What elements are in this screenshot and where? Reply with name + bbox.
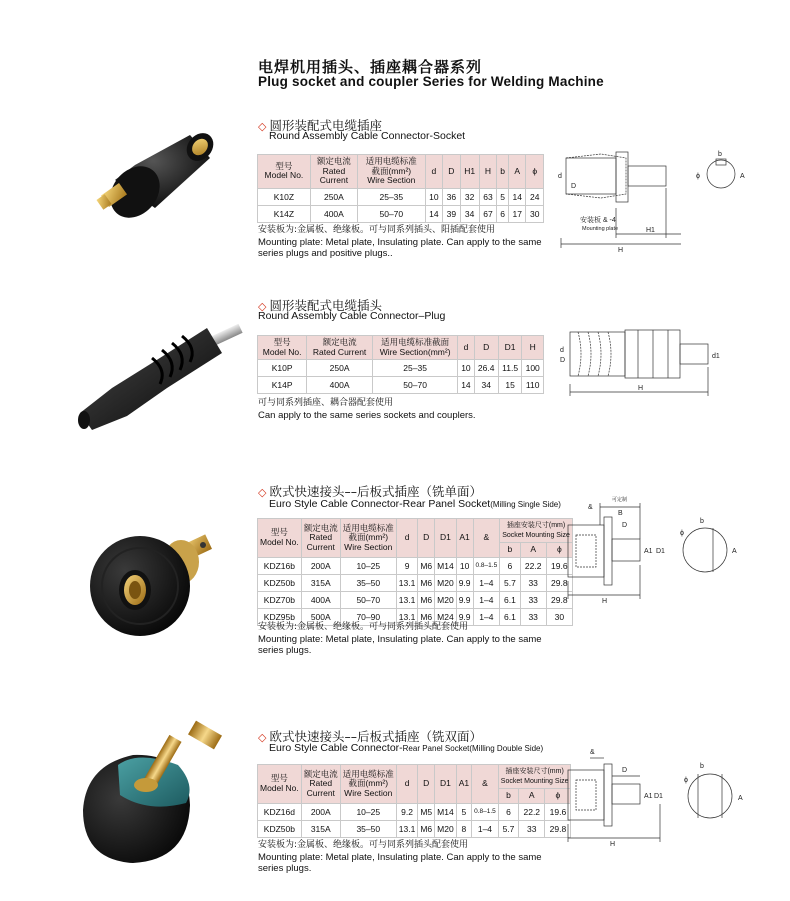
- dim-label: d1: [712, 353, 720, 360]
- col-D: D: [418, 765, 435, 804]
- table-row: K14Z 400A 50–70 14 39 34 67 6 17 30: [258, 205, 544, 222]
- col-mount: 插座安装尺寸(mm) Socket Mounting Size: [500, 519, 573, 543]
- col-current: 额定电流 Rated Current: [301, 519, 340, 558]
- page-title-en: Plug socket and coupler Series for Welding Machine: [258, 74, 604, 89]
- product-photo-euro-socket-double: [78, 725, 228, 870]
- col-model: 型号 Model No.: [258, 155, 311, 189]
- col-b: b: [497, 155, 509, 189]
- col-amp: &: [472, 765, 499, 804]
- table-row: KDZ50b 315A 35–50 13.1 M6 M20 8 1–4 5.7 33 29.8: [258, 820, 571, 837]
- col-phi: ϕ: [545, 789, 571, 804]
- col-model: 型号 Model No.: [258, 765, 302, 804]
- col-d: d: [396, 765, 418, 804]
- col-current: 额定电流 Rated Current: [310, 155, 357, 189]
- section-4-dimension-diagram: [560, 748, 760, 848]
- product-photo-euro-socket-single: [85, 518, 235, 648]
- dim-label: A1: [644, 793, 653, 800]
- table-row: KDZ50b 315A 35–50 13.1 M6 M20 9.9 1–4 5.7 33 29.8: [258, 574, 573, 591]
- product-photo-plug: [72, 318, 247, 433]
- col-model: 型号 Model No.: [258, 519, 302, 558]
- col-d: d: [396, 519, 418, 558]
- col-A: A: [508, 155, 525, 189]
- dim-label: A: [738, 795, 743, 802]
- section-2-title-en: Round Assembly Cable Connector–Plug: [258, 310, 446, 322]
- col-D: D: [443, 155, 460, 189]
- section-2-note: 可与同系列插座、耦合器配套使用 Can apply to the same series sockets and couplers.: [258, 398, 476, 421]
- col-D1: D1: [498, 336, 522, 360]
- dim-label: H1: [646, 227, 655, 234]
- dim-label: d: [558, 173, 562, 180]
- section-3-dimension-diagram: [560, 495, 760, 610]
- dim-label: D1: [654, 793, 663, 800]
- section-4-note: 安装板为:金属板、绝缘板。可与同系列插头配套使用 Mounting plate: Metal plate, Insulating plate. Can apply to the same series plugs.: [258, 840, 542, 874]
- dim-label: D: [622, 767, 628, 774]
- section-4-spec-table: [257, 764, 571, 838]
- col-wire: 适用电缆标准截面 Wire Section(mm²): [372, 336, 457, 360]
- section-2-dimension-diagram: [558, 322, 733, 402]
- table-row: KDZ95b 500A 70–90 13.1 M6 M24 9.9 1–4 6.1 33 30: [258, 608, 573, 625]
- section-4-title-en: Euro Style Cable Connector-Rear Panel Socket(Milling Double Side): [269, 742, 544, 754]
- dim-label: 安装板 & -4: [580, 217, 616, 224]
- col-wire: 适用电缆标准 截面(mm²) Wire Section: [357, 155, 425, 189]
- col-A: A: [519, 789, 545, 804]
- section-3-note: 安装板为:金属板、绝缘板。可与同系列插头配套使用 Mounting plate: Metal plate, Insulating plate. Can apply to the same series plugs.: [258, 622, 542, 656]
- col-D: D: [474, 336, 498, 360]
- dim-label: D: [571, 183, 577, 190]
- dim-label: D: [560, 357, 566, 364]
- col-amp: &: [473, 519, 500, 558]
- dim-label: &: [590, 749, 595, 756]
- col-phi: ϕ: [546, 543, 572, 558]
- table-row: K10P 250A 25–35 10 26.4 11.5 100: [258, 360, 544, 377]
- table-row: KDZ16b 200A 10–25 9 M6 M14 10 0.8–1.5 6 22.2 19.6: [258, 557, 573, 574]
- dim-label: H: [618, 247, 624, 254]
- section-1-note: 安装板为:金属板、绝缘板。可与同系列插头、阳插配套使用 Mounting plate: Metal plate, Insulating plate. Can apply to the same series plugs and positive plugs..: [258, 225, 542, 259]
- dim-label: ϕ: [684, 777, 688, 784]
- dim-label: Mounting plate: [582, 226, 619, 232]
- dim-label: d: [560, 347, 564, 354]
- section-2-title-zh: ◇ 圆形装配式电缆插头: [258, 298, 382, 313]
- dim-label: H: [638, 385, 644, 392]
- dim-label: 可定制: [612, 497, 628, 503]
- col-b: b: [500, 543, 520, 558]
- dim-label: B: [618, 510, 623, 517]
- col-mount: 插座安装尺寸(mm) Socket Mounting Size: [498, 765, 571, 789]
- col-D: D: [418, 519, 435, 558]
- section-1-spec-table: [257, 154, 544, 223]
- section-3-spec-table: [257, 518, 573, 626]
- dim-label: ϕ: [696, 173, 700, 180]
- table-row: K14P 400A 50–70 14 34 15 110: [258, 377, 544, 394]
- col-d: d: [458, 336, 474, 360]
- col-A1: A1: [456, 765, 471, 804]
- section-4-title-zh: ◇ 欧式快速接头––后板式插座（铣双面）: [258, 729, 482, 744]
- table-row: K10Z 250A 25–35 10 36 32 63 5 14 24: [258, 188, 544, 205]
- table-row: KDZ16d 200A 10–25 9.2 M5 M14 5 0.8–1.5 6 22.2 19.6: [258, 803, 571, 820]
- section-3-title-en: Euro Style Cable Connector-Rear Panel Socket(Milling Single Side): [269, 498, 561, 510]
- dim-label: ϕ: [680, 530, 684, 537]
- section-3-title-zh: ◇ 欧式快速接头––后板式插座（铣单面）: [258, 484, 482, 499]
- dim-label: H: [610, 841, 616, 848]
- col-H1: H1: [460, 155, 479, 189]
- dim-label: A: [732, 548, 737, 555]
- dim-label: A: [740, 173, 745, 180]
- col-D1: D1: [435, 765, 457, 804]
- col-current: 额定电流 Rated Current: [301, 765, 340, 804]
- col-wire: 适用电缆标准 截面(mm²) Wire Section: [340, 519, 396, 558]
- col-A1: A1: [456, 519, 473, 558]
- page-title-zh: 电焊机用插头、插座耦合器系列: [258, 58, 483, 76]
- dim-label: H: [602, 598, 608, 605]
- col-D1: D1: [435, 519, 457, 558]
- dim-label: A1: [644, 548, 653, 555]
- dim-label: D1: [656, 548, 665, 555]
- dim-label: &: [588, 504, 593, 511]
- col-current: 额定电流 Rated Current: [307, 336, 373, 360]
- section-1-title-zh: ◇ 圆形装配式电缆插座: [258, 118, 382, 133]
- col-d: d: [425, 155, 442, 189]
- col-phi: ϕ: [526, 155, 544, 189]
- col-H: H: [479, 155, 496, 189]
- table-row: KDZ70b 400A 50–70 13.1 M6 M20 9.9 1–4 6.1 33 29.8: [258, 591, 573, 608]
- section-2-spec-table: [257, 335, 544, 394]
- section-1-dimension-diagram: [556, 148, 756, 258]
- col-A: A: [520, 543, 546, 558]
- product-photo-socket: [95, 130, 215, 225]
- col-wire: 适用电缆标准 截面(mm²) Wire Section: [340, 765, 396, 804]
- dim-label: b: [700, 518, 704, 525]
- section-1-title-en: Round Assembly Cable Connector-Socket: [269, 130, 466, 142]
- col-b: b: [498, 789, 518, 804]
- dim-label: D: [622, 522, 628, 529]
- col-model: 型号 Model No.: [258, 336, 307, 360]
- dim-label: b: [700, 763, 704, 770]
- col-H: H: [522, 336, 544, 360]
- dim-label: b: [718, 151, 722, 158]
